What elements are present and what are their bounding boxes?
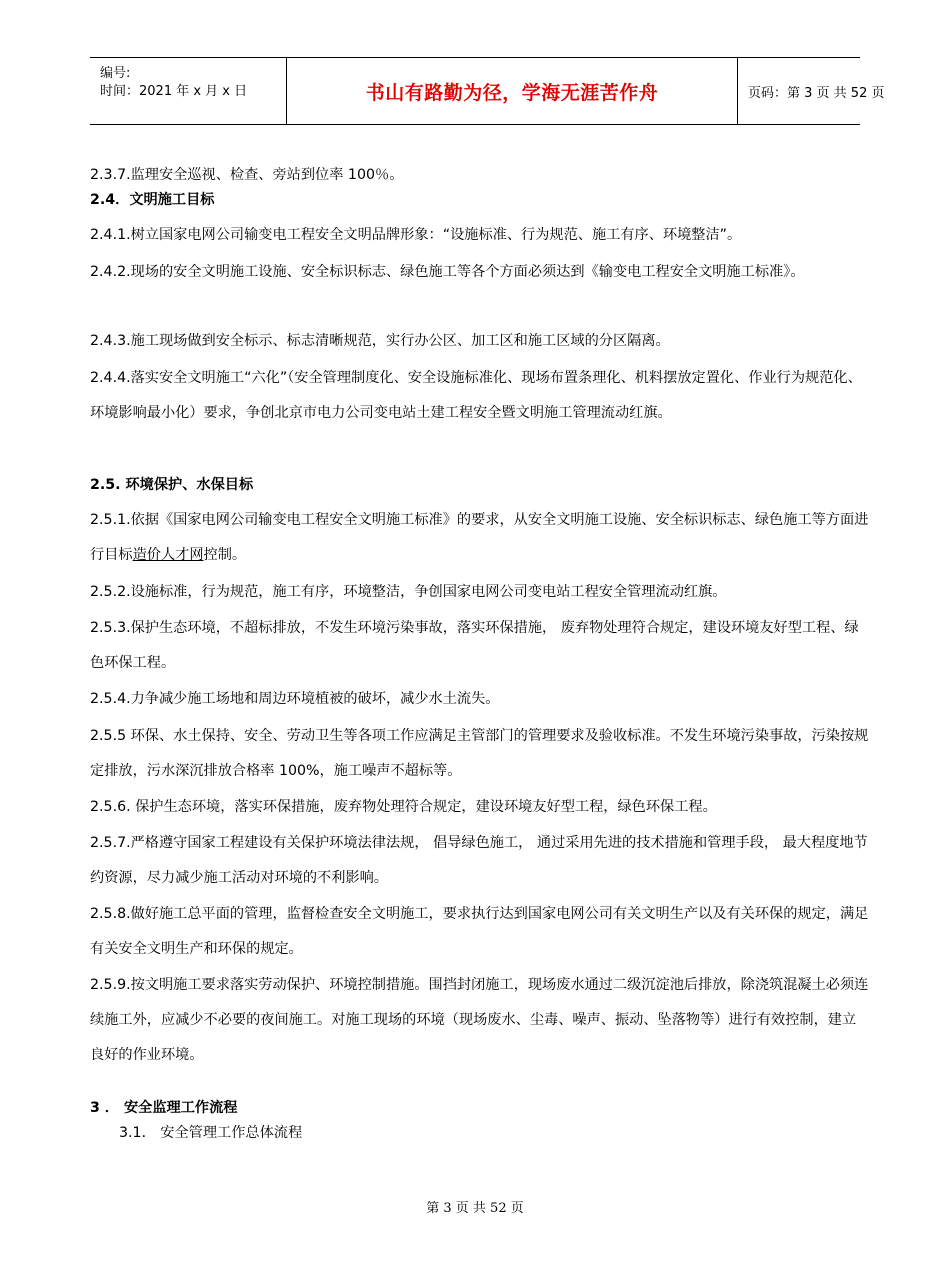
- heading-2-4: 2.4．文明施工目标: [90, 192, 215, 208]
- paragraph-2-5-2: 2.5.2.设施标准，行为规范，施工有序，环境整洁，争创国家电网公司变电站工程安全管理流动红旗。: [90, 584, 727, 600]
- paragraph-2-5-7: 2.5.7.严格遵守国家工程建设有关保护环境法律法规， 倡导绿色施工， 通过采用先进的技术措施和管理手段， 最大程度地节约资源，尽力减少施工活动对环境的不利影响。: [90, 835, 868, 886]
- heading-3: 3 ． 安全监理工作流程: [90, 1100, 238, 1116]
- paragraph-2-5-1: [90, 503, 870, 573]
- page-header: [90, 57, 885, 125]
- header-info-cell: [90, 58, 286, 124]
- paragraph-2-5-1-text: 2.5.1.依据《国家电网公司输变电工程安全文明施工标准》的要求，从安全文明施工设施、安全标识标志、绿色施工等方面进行目标: [90, 512, 869, 563]
- paragraph-2-5-8: 2.5.8.做好施工总平面的管理，监督检查安全文明施工，要求执行达到国家电网公司有关文明生产以及有关环保的规定，满足有关安全文明生产和环保的规定。: [90, 906, 869, 957]
- paragraph-2-4-1: 2.4.1.树立国家电网公司输变电工程安全文明品牌形象：“设施标准、行为规范、施工有序、环境整洁”。: [90, 227, 742, 243]
- site-link[interactable]: 造价人才网: [132, 547, 204, 563]
- header-page-cell: [738, 58, 885, 124]
- paragraph-2-4-4: 2.4.4.落实安全文明施工“六化”（安全管理制度化、安全设施标准化、现场布置条理化、机料摆放定置化、作业行为规范化、环境影响最小化）要求，争创北京市电力公司变电站土建工程安全暨文明施工管理流动红旗。: [90, 370, 862, 421]
- page-footer: 第 3 页 共 52 页: [426, 1201, 524, 1216]
- paragraph-2-4-2: 2.4.2.现场的安全文明施工设施、安全标识标志、绿色施工等各个方面必须达到《输变电工程安全文明施工标准》。: [90, 264, 805, 280]
- paragraph-2-5-9: 2.5.9.按文明施工要求落实劳动保护、环境控制措施。围挡封闭施工，现场废水通过二级沉淀池后排放，除浇筑混凝土必须连续施工外，应减少不必要的夜间施工。对施工现场的环境（现场废水、尘毒、噪声、振动、坠落物等）进行有效控制，建立良好的作业环境。: [90, 977, 869, 1063]
- document-number-label: 编号:: [100, 66, 131, 81]
- header-page-number: 页码：第 3 页 共 52 页: [748, 86, 885, 101]
- paragraph-2-5-6: 2.5.6. 保护生态环境，落实环保措施，废弃物处理符合规定，建设环境友好型工程，绿色环保工程。: [90, 799, 717, 815]
- header-motto-cell: [286, 58, 738, 124]
- document-time-label: 时间：2021 年 x 月 x 日: [100, 84, 248, 99]
- paragraph-2-5-5: 2.5.5 环保、水土保持、安全、劳动卫生等各项工作应满足主管部门的管理要求及验收标准。不发生环境污染事故，污染按规定排放，污水深沉排放合格率 100%，施工噪声不超标等。: [90, 728, 869, 779]
- paragraph-2-5-4: 2.5.4.力争减少施工场地和周边环境植被的破坏，减少水土流失。: [90, 691, 500, 707]
- paragraph-2-4-3: 2.4.3.施工现场做到安全标示、标志清晰规范，实行办公区、加工区和施工区域的分区隔离。: [90, 333, 670, 349]
- heading-2-5: 2.5. 环境保护、水保目标: [90, 477, 254, 493]
- paragraph-3-1: 3.1． 安全管理工作总体流程: [119, 1125, 303, 1141]
- header-motto: 书山有路勤为径，学海无涯苦作舟: [365, 82, 659, 104]
- paragraph-2-5-1-tail: 控制。: [203, 547, 247, 563]
- paragraph-2-5-3: 2.5.3.保护生态环境，不超标排放，不发生环境污染事故，落实环保措施， 废弃物处理符合规定，建设环境友好型工程、绿色环保工程。: [90, 620, 859, 671]
- paragraph-2-3-7: 2.3.7.监理安全巡视、检查、旁站到位率 100％。: [90, 167, 404, 183]
